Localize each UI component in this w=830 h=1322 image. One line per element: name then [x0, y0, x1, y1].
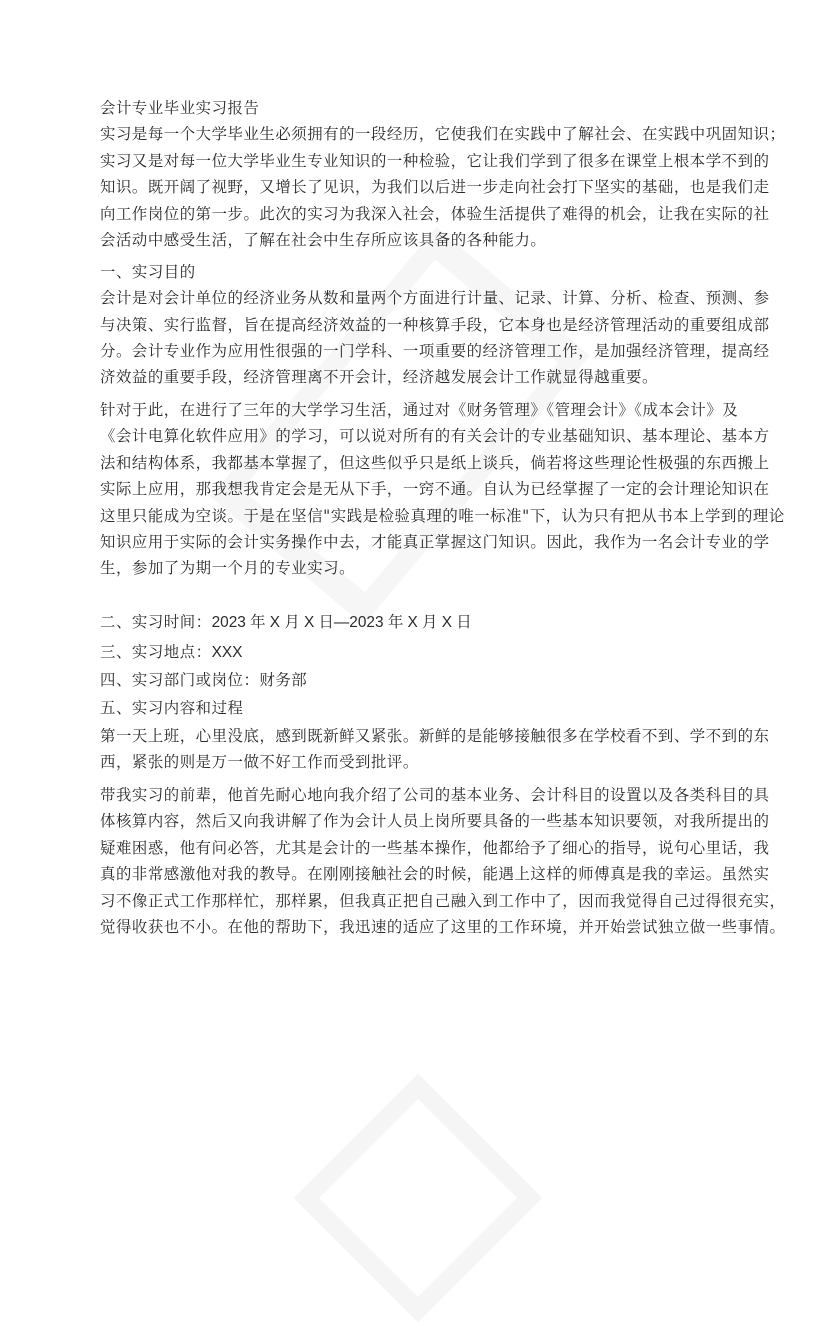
section-department-value: 财务部 [259, 671, 308, 689]
content-line: 觉得收获也不小。在他的帮助下，我迅速的适应了这里的工作环境，并开始尝试独立做一些事情。 [100, 918, 786, 936]
purpose-line: 法和结构体系，我都基本掌握了，但这些似乎只是纸上谈兵，倘若将这些理论性极强的东西搬上 [100, 454, 770, 472]
section-heading-content: 五、实习内容和过程 [100, 699, 244, 717]
section-time [100, 612, 472, 633]
purpose-line: 会计是对会计单位的经济业务从数和量两个方面进行计量、记录、计算、分析、检查、预测、参 [100, 289, 770, 307]
section-location-value: XXX [211, 644, 243, 661]
purpose-line: 知识应用于实际的会计实务操作中去，才能真正掌握这门知识。因此，我作为一名会计专业的学 [100, 533, 770, 551]
purpose-line: 分。会计专业作为应用性很强的一门学科、一项重要的经济管理工作，是加强经济管理，提高经 [100, 342, 770, 360]
section-location [100, 642, 242, 663]
intro-line: 会活动中感受生活，了解在社会中生存所应该具备的各种能力。 [100, 231, 547, 249]
purpose-line: 与决策、实行监督，旨在提高经济效益的一种核算手段，它本身也是经济管理活动的重要组成部 [100, 316, 770, 334]
section-location-label: 三、实习地点： [100, 643, 212, 661]
document-title: 会计专业毕业实习报告 [100, 99, 260, 117]
content-line: 真的非常感激他对我的教导。在刚刚接触社会的时候，能遇上这样的师傅真是我的幸运。虽然实 [100, 865, 770, 883]
content-line: 第一天上班，心里没底，感到既新鲜又紧张。新鲜的是能够接触很多在学校看不到、学不到的东 [100, 727, 770, 745]
section-department [100, 670, 307, 690]
section-time-label: 二、实习时间： [100, 613, 212, 631]
section-department-label: 四、实习部门或岗位： [100, 671, 260, 689]
purpose-line: 济效益的重要手段，经济管理离不开会计，经济越发展会计工作就显得越重要。 [100, 368, 658, 386]
intro-line: 向工作岗位的第一步。此次的实习为我深入社会，体验生活提供了难得的机会，让我在实际的社 [100, 205, 770, 223]
intro-line: 知识。既开阔了视野，又增长了见识，为我们以后进一步走向社会打下坚实的基础，也是我们走 [100, 178, 770, 196]
purpose-line: 实际上应用，那我想我肯定会是无从下手，一窍不通。自认为已经掌握了一定的会计理论知识在 [100, 480, 770, 498]
purpose-line: 针对于此，在进行了三年的大学学习生活，通过对《财务管理》《管理会计》《成本会计》及 [100, 401, 739, 419]
section-time-value: 2023 年 X 月 X 日—2023 年 X 月 X 日 [211, 614, 472, 631]
content-line: 习不像正式工作那样忙，那样累，但我真正把自己融入到工作中了，因而我觉得自己过得很充实， [100, 892, 786, 910]
content-line: 带我实习的前辈，他首先耐心地向我介绍了公司的基本业务、会计科目的设置以及各类科目的具 [100, 786, 770, 804]
content-line: 体核算内容，然后又向我讲解了作为会计人员上岗所要具备的一些基本知识要领，对我所提出的 [100, 812, 770, 830]
purpose-line: 这里只能成为空谈。于是在坚信"实践是检验真理的唯一标准"下，认为只有把从书本上学到的理论 [100, 507, 785, 525]
intro-line: 实习是每一个大学毕业生必须拥有的一段经历，它使我们在实践中了解社会、在实践中巩固知识； [100, 125, 786, 143]
content-line: 西，紧张的则是万一做不好工作而受到批评。 [100, 753, 419, 771]
content-line: 疑难困惑，他有问必答，尤其是会计的一些基本操作，他都给予了细心的指导，说句心里话，我 [100, 839, 770, 857]
intro-line: 实习又是对每一位大学毕业生专业知识的一种检验，它让我们学到了很多在课堂上根本学不到的 [100, 152, 770, 170]
watermark-shape-bottom [294, 1074, 543, 1322]
purpose-line: 《会计电算化软件应用》的学习，可以说对所有的有关会计的专业基础知识、基本理论、基本方 [100, 427, 770, 445]
purpose-line: 生，参加了为期一个月的专业实习。 [100, 559, 356, 577]
section-heading-purpose: 一、实习目的 [100, 263, 196, 281]
